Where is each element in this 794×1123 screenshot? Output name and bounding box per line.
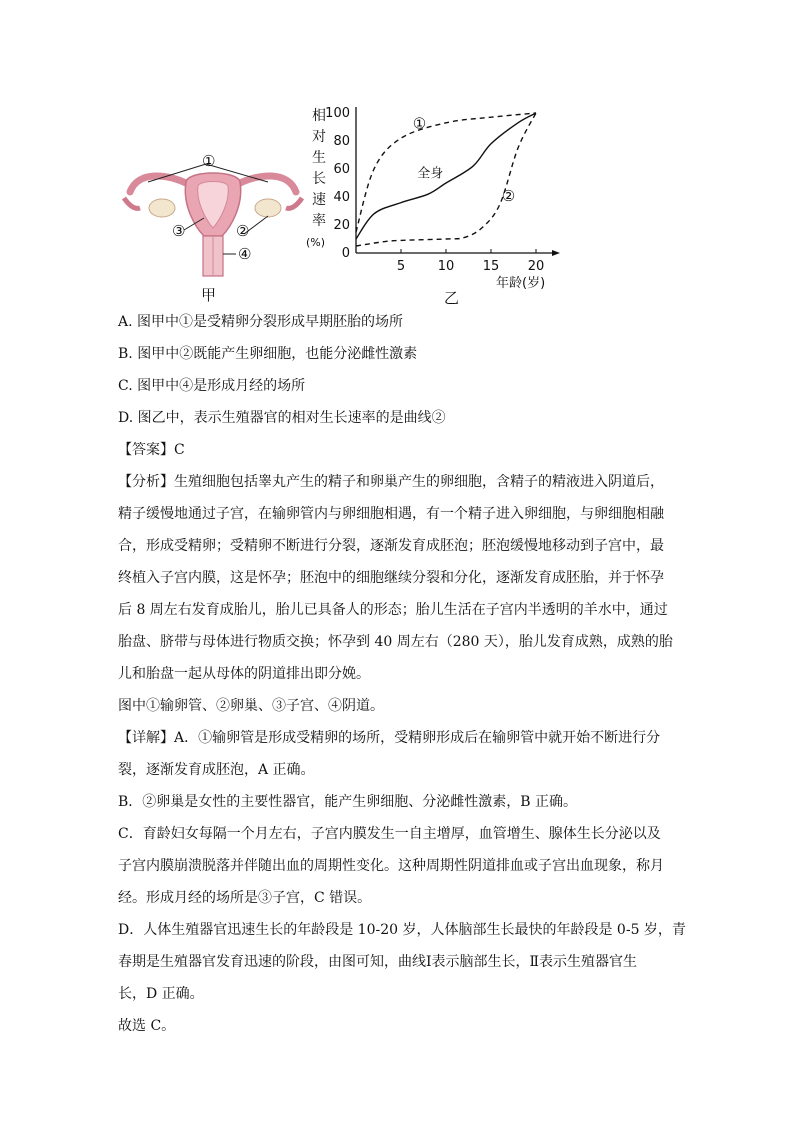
x-axis-arrow [552, 250, 560, 256]
analysis-line: 精子缓慢地通过子宫，在输卵管内与卵细胞相遇，有一个精子进入卵细胞，与卵细胞相融 [118, 506, 664, 522]
analysis-line: 合，形成受精卵；受精卵不断进行分裂，逐渐发育成胚泡；胚泡缓慢地移动到子宫中，最 [118, 538, 664, 554]
y-label-char: 相 [312, 108, 326, 124]
options-list [118, 306, 678, 434]
y-tick-label: 40 [333, 190, 350, 205]
detail-line: 故选 C。 [118, 1018, 176, 1034]
y-label-char: 率 [312, 213, 326, 229]
series-1-line [356, 113, 536, 232]
series-whole-body-label: 全身 [417, 166, 444, 182]
series-whole-body-line [356, 113, 536, 239]
x-tick-label: 20 [527, 259, 545, 274]
label-1: ① [202, 152, 216, 170]
detail-paragraph [118, 722, 686, 1042]
detail-line: 长，D 正确。 [118, 986, 204, 1002]
option-item: B. 图甲中②既能产生卵细胞，也能分泌雌性激素 [118, 346, 418, 362]
option-item: A. 图甲中①是受精卵分裂形成早期胚胎的场所 [118, 314, 404, 330]
y-tick-label: 20 [333, 218, 350, 233]
series-1-label: ① [412, 114, 427, 133]
option-item: C. 图甲中④是形成月经的场所 [118, 378, 306, 394]
x-axis-label: 年龄(岁) [496, 276, 546, 291]
label-2: ② [236, 222, 250, 240]
figure-jia-caption: 甲 [201, 286, 217, 304]
detail-line: B．②卵巢是女性的主要性器官，能产生卵细胞、分泌雌性激素，B 正确。 [118, 794, 578, 810]
x-tick-label: 15 [482, 259, 500, 274]
y-label-char: (%) [306, 236, 326, 249]
y-tick-label: 80 [333, 134, 350, 149]
analysis-line: 胎盘、脐带与母体进行物质交换；怀孕到 40 周左右（280 天），胎儿发育成熟，成熟的胎 [118, 634, 673, 650]
series-2-line [356, 113, 536, 246]
analysis-line: 儿和胎盘一起从母体的阴道排出即分娩。 [118, 666, 370, 682]
chart-annotations [413, 114, 516, 205]
series-2-label: ② [501, 187, 516, 206]
analysis-paragraph [118, 466, 678, 690]
label-4: ④ [238, 245, 252, 263]
x-tick-label: 10 [437, 259, 455, 274]
analysis-line: 后 8 周左右发育成胎儿，胎儿已具备人的形态；胎儿生活在子宫内半透明的羊水中，通过 [118, 602, 668, 618]
chart-axes [356, 107, 560, 256]
analysis-line: 【分析】生殖细胞包括睾丸产生的精子和卵巢产生的卵细胞，含精子的精液进入阴道后， [118, 474, 664, 490]
detail-line: 经。形成月经的场所是③子宫，C 错误。 [118, 890, 372, 906]
y-axis-label [306, 107, 326, 249]
uterus-illustration [118, 140, 308, 280]
detail-line: 裂，逐渐发育成胚泡，A 正确。 [118, 762, 315, 778]
figure-yi-caption: 乙 [444, 289, 460, 307]
y-tick-label: 100 [325, 106, 350, 121]
y-label-char: 长 [312, 171, 326, 187]
detail-line: C．育龄妇女每隔一个月左右，子宫内膜发生一自主增厚，血管增生、腺体生长分泌以及 [118, 826, 661, 842]
option-item: D. 图乙中，表示生殖器官的相对生长速率的是曲线② [118, 410, 446, 426]
detail-line: 【详解】A．①输卵管是形成受精卵的场所，受精卵形成后在输卵管中就开始不断进行分 [118, 730, 661, 746]
y-tick-label: 0 [341, 246, 350, 261]
detail-line: D．人体生殖器官迅速生长的年龄段是 10-20 岁，人体脑部生长最快的年龄段是 0-5 岁，青 [118, 922, 686, 938]
figure-note: 图中①输卵管、②卵巢、③子宫、④阴道。 [118, 698, 384, 714]
label-3: ③ [172, 222, 186, 240]
question-text [118, 306, 686, 1042]
chart-lines [356, 113, 536, 246]
x-tick-label: 5 [396, 259, 406, 274]
figure-area [0, 0, 794, 310]
analysis-line: 终植入子宫内膜，这是怀孕；胚泡中的细胞继续分裂和分化，逐渐发育成胚胎，并于怀孕 [118, 570, 664, 586]
y-label-char: 速 [312, 192, 326, 208]
answer-line: 【答案】C [118, 442, 185, 458]
detail-line: 春期是生殖器官发育迅速的阶段，由图可知，曲线Ⅰ表示脑部生长，Ⅱ表示生殖器官生 [118, 954, 638, 970]
y-tick-label: 60 [333, 162, 350, 177]
detail-line: 子宫内膜崩溃脱落并伴随出血的周期性变化。这种周期性阴道排血或子宫出血现象，称月 [118, 858, 664, 874]
y-label-char: 对 [312, 129, 326, 145]
growth-rate-chart [300, 100, 580, 295]
y-label-char: 生 [312, 150, 326, 166]
